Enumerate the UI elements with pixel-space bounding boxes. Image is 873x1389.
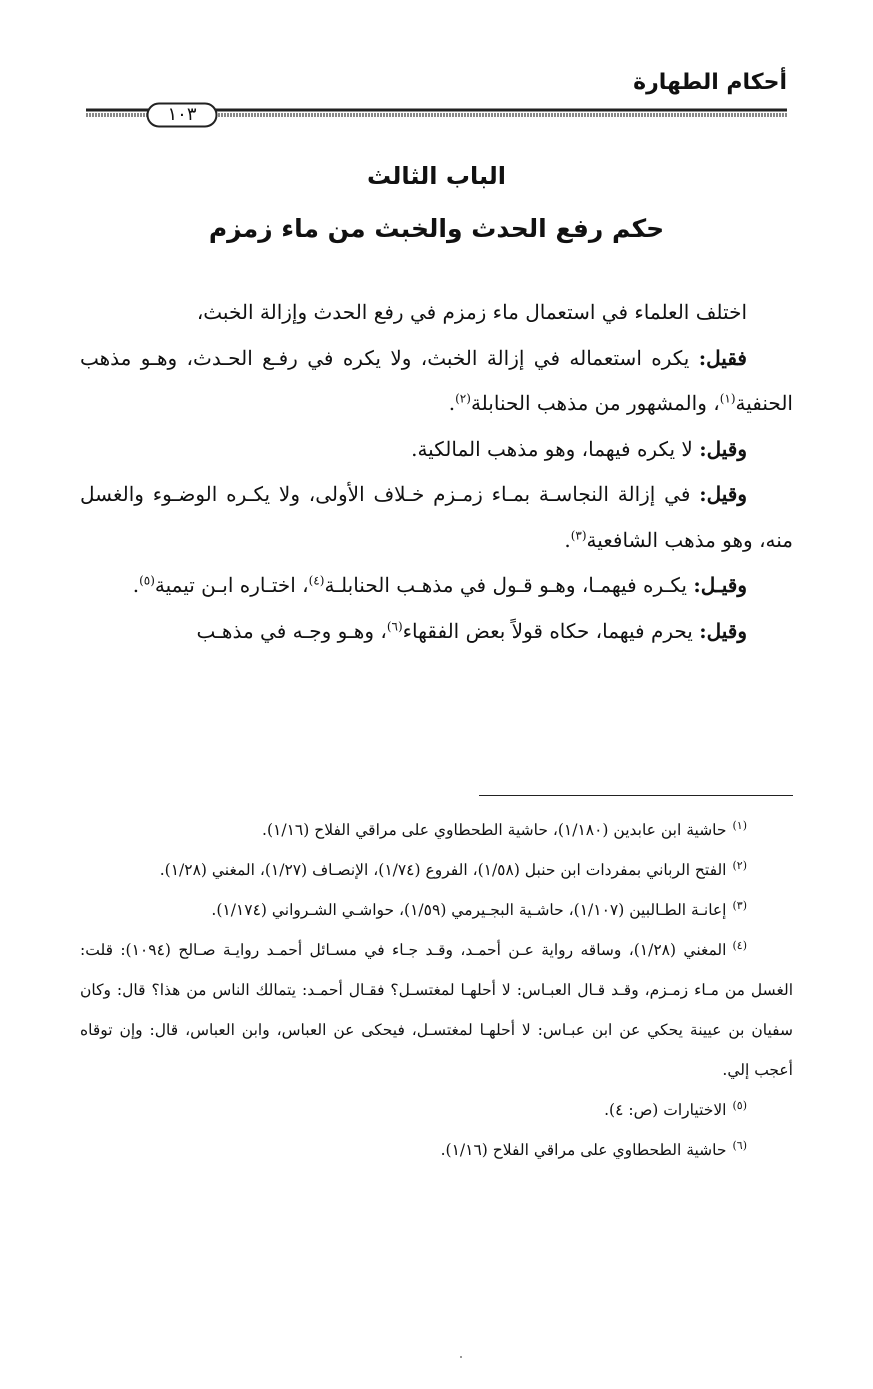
footnote	[80, 810, 793, 850]
page-number-badge	[146, 102, 218, 128]
opinion-lead: وقيل:	[699, 436, 747, 461]
footnote	[80, 850, 793, 890]
opinion-lead: فقيل:	[698, 345, 747, 370]
paragraph-intro: اختلف العلماء في استعمال ماء زمزم في رفع الحدث وإزالة الخبث،	[196, 300, 747, 324]
footnote	[80, 1130, 793, 1170]
footnote	[80, 1090, 793, 1130]
footnote-number: (١)	[732, 818, 747, 832]
paragraph-opinion-2: وقيل: لا يكره فيهما، وهو مذهب المالكية.	[411, 436, 747, 461]
body-text	[80, 290, 793, 654]
opinion-lead: وقيـل:	[693, 573, 747, 597]
footnote-number: (٤)	[732, 938, 747, 952]
paragraph-opinion-1: فقيل: يكره استعماله في إزالة الخبث، ولا يكره في رفـع الحـدث، وهـو مذهب الحنفية$^{(١)}$، والمشهور من مذهب الحنابلة$^{(٢)}$.	[80, 345, 793, 415]
footnote-ref: (١)	[719, 391, 736, 406]
footnote-text: المغني (١/٢٨)، وساقه رواية عـن أحمـد، وقـد جـاء في مسـائل أحمـد روايـة صـالح (١٠٩٤): قلت: الغسل من مـاء زمـزم، وقـد قـال العبـاس: لا أحلهـا لمغتسـل؟ فقـال أحمـد: يتمالك الناس من هذا؟ قال: وكان سفيان بن عيينة يحكي عن ابن عبـاس: لا أحلهـا لمغتسـل، فيحكى عن العباس، وابن العباس، قال: وإن توقاه أعجب إلي.	[80, 941, 793, 1079]
paragraph-opinion-5: وقيل: يحرم فيهما، حكاه قولاً بعض الفقهاء$^{(٦)}$، وهـو وجـه في مذهـب	[196, 618, 747, 643]
footnote-ref: (٥)	[139, 573, 155, 588]
footnote-text: حاشية ابن عابدين (١/١٨٠)، حاشية الطحطاوي على مراقي الفلاح (١/١٦).	[262, 821, 727, 839]
paragraph-opinion-4: وقيـل: يكـره فيهمـا، وهـو قـول في مذهـب الحنابلـة$^{(٤)}$، اختـاره ابـن تيمية$^{(٥)}$.	[132, 573, 747, 597]
footnote-ref: (٣)	[570, 527, 587, 542]
footnote-text: الاختيارات (ص: ٤).	[604, 1101, 727, 1119]
footnote	[80, 930, 793, 1090]
chapter-subtitle: حكم رفع الحدث والخبث من ماء زمزم	[208, 214, 665, 243]
footnote-ref: (٤)	[308, 573, 325, 588]
footnote-ref: (٢)	[455, 391, 471, 406]
footnote-number: (٢)	[732, 858, 747, 872]
paragraph-opinion-3: وقيل: في إزالة النجاسـة بمـاء زمـزم خـلاف الأولى، ولا يكـره الوضـوء والغسل منه، وهو مذهب الشافعية$^{(٣)}$.	[80, 482, 793, 552]
footnote-text: إعانـة الطـالبين (١/١٠٧)، حاشـية البجـيرمي (١/٥٩)، حواشـي الشـرواني (١/١٧٤).	[211, 901, 727, 919]
opinion-lead: وقيل:	[699, 482, 747, 506]
footnote-text: حاشية الطحطاوي على مراقي الفلاح (١/١٦).	[440, 1141, 727, 1159]
scan-speck	[460, 1356, 462, 1358]
opinion-lead: وقيل:	[699, 618, 747, 643]
footnotes	[80, 810, 793, 1170]
footnote-text: الفتح الرباني بمفردات ابن حنبل (١/٥٨)، الفروع (١/٧٤)، الإنصـاف (١/٢٧)، المغني (١/٢٨).	[159, 861, 727, 879]
footnote-ref: (٦)	[386, 618, 403, 633]
footnote-number: (٦)	[732, 1138, 747, 1152]
footnote-number: (٣)	[732, 898, 747, 912]
footnote-separator	[479, 795, 793, 796]
page-number: ١٠٣	[167, 104, 197, 125]
footnote-number: (٥)	[732, 1098, 747, 1112]
chapter-title: الباب الثالث	[367, 162, 506, 190]
running-title: أحكام الطهارة	[633, 70, 787, 95]
footnote	[80, 890, 793, 930]
